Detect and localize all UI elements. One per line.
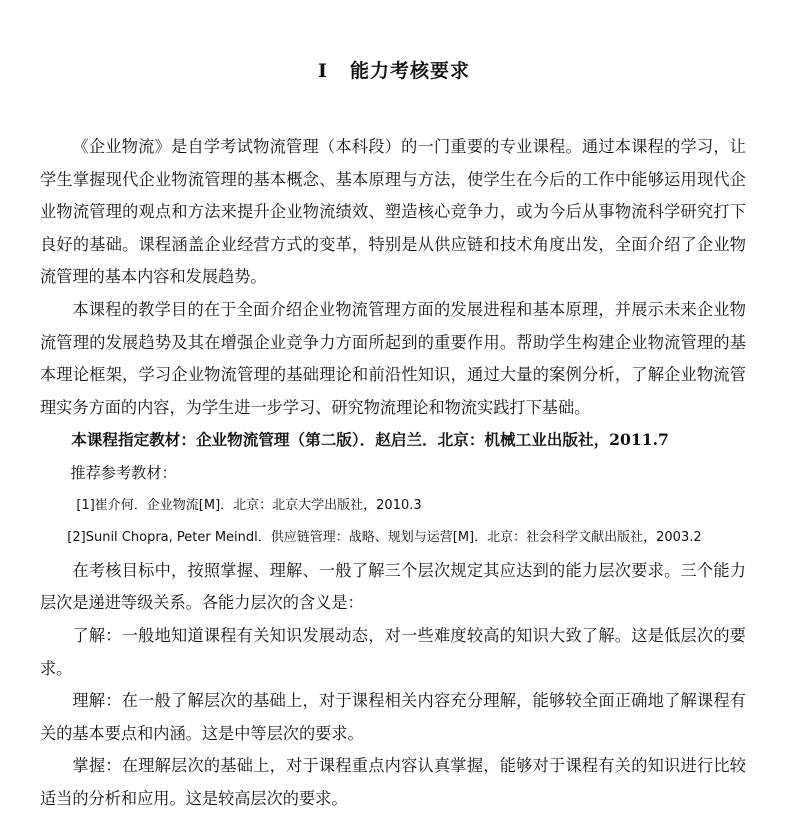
title-text: 能力考核要求 (349, 60, 470, 82)
page-title (0, 56, 788, 83)
title-number: I (318, 60, 328, 82)
level-understand-basic: 了解：一般地知道课程有关知识发展动态，对一些难度较高的知识大致了解。这是低层次的要求。 (40, 625, 746, 678)
document-body (40, 131, 746, 815)
level-master: 掌握：在理解层次的基础上，对于课程重点内容认真掌握，能够对于课程有关的知识进行比较适当的分析和应用。这是较高层次的要求。 (40, 756, 746, 808)
level-understand: 理解：在一般了解层次的基础上，对于课程相关内容充分理解，能够较全面正确地了解课程有关的基本要点和内涵。这是中等层次的要求。 (40, 691, 746, 743)
reference-heading: 推荐参考教材： (70, 463, 177, 482)
paragraph-purpose: 本课程的教学目的在于全面介绍企业物流管理方面的发展进程和基本原理，并展示未来企业物流管理的发展趋势及其在增强企业竞争力方面所起到的重要作用。帮助学生构建企业物流管理的基本理论框架，学习企业物流管理的基础理论和前沿性知识，通过大量的案例分析，了解企业物流管理实务方面的内容，为学生进一步学习、研究物流理论和物流实践打下基础。 (40, 299, 746, 417)
reference-item-1: [1]崔介何．企业物流[M]．北京：北京大学出版社，2010.3 (76, 497, 422, 513)
reference-item-2: [2]Sunil Chopra, Peter Meindl．供应链管理：战略、规划与运营[M]．北京：社会科学文献出版社，2003.2 (67, 530, 702, 546)
textbook-line: 本课程指定教材：企业物流管理（第二版）．赵启兰．北京：机械工业出版社，2011.7 (71, 430, 669, 450)
paragraph-intro: 《企业物流》是自学考试物流管理（本科段）的一门重要的专业课程。通过本课程的学习，让学生掌握现代企业物流管理的基本概念、基本原理与方法，使学生在今后的工作中能够运用现代企业物流管理的观点和方法来提升企业物流绩效、塑造核心竞争力，或为今后从事物流科学研究打下良好的基础。课程涵盖企业经营方式的变革，特别是从供应链和技术角度出发，全面介绍了企业物流管理的基本内容和发展趋势。 (40, 137, 746, 287)
levels-intro: 在考核目标中，按照掌握、理解、一般了解三个层次规定其应达到的能力层次要求。三个能力层次是递进等级关系。各能力层次的含义是： (40, 560, 746, 613)
